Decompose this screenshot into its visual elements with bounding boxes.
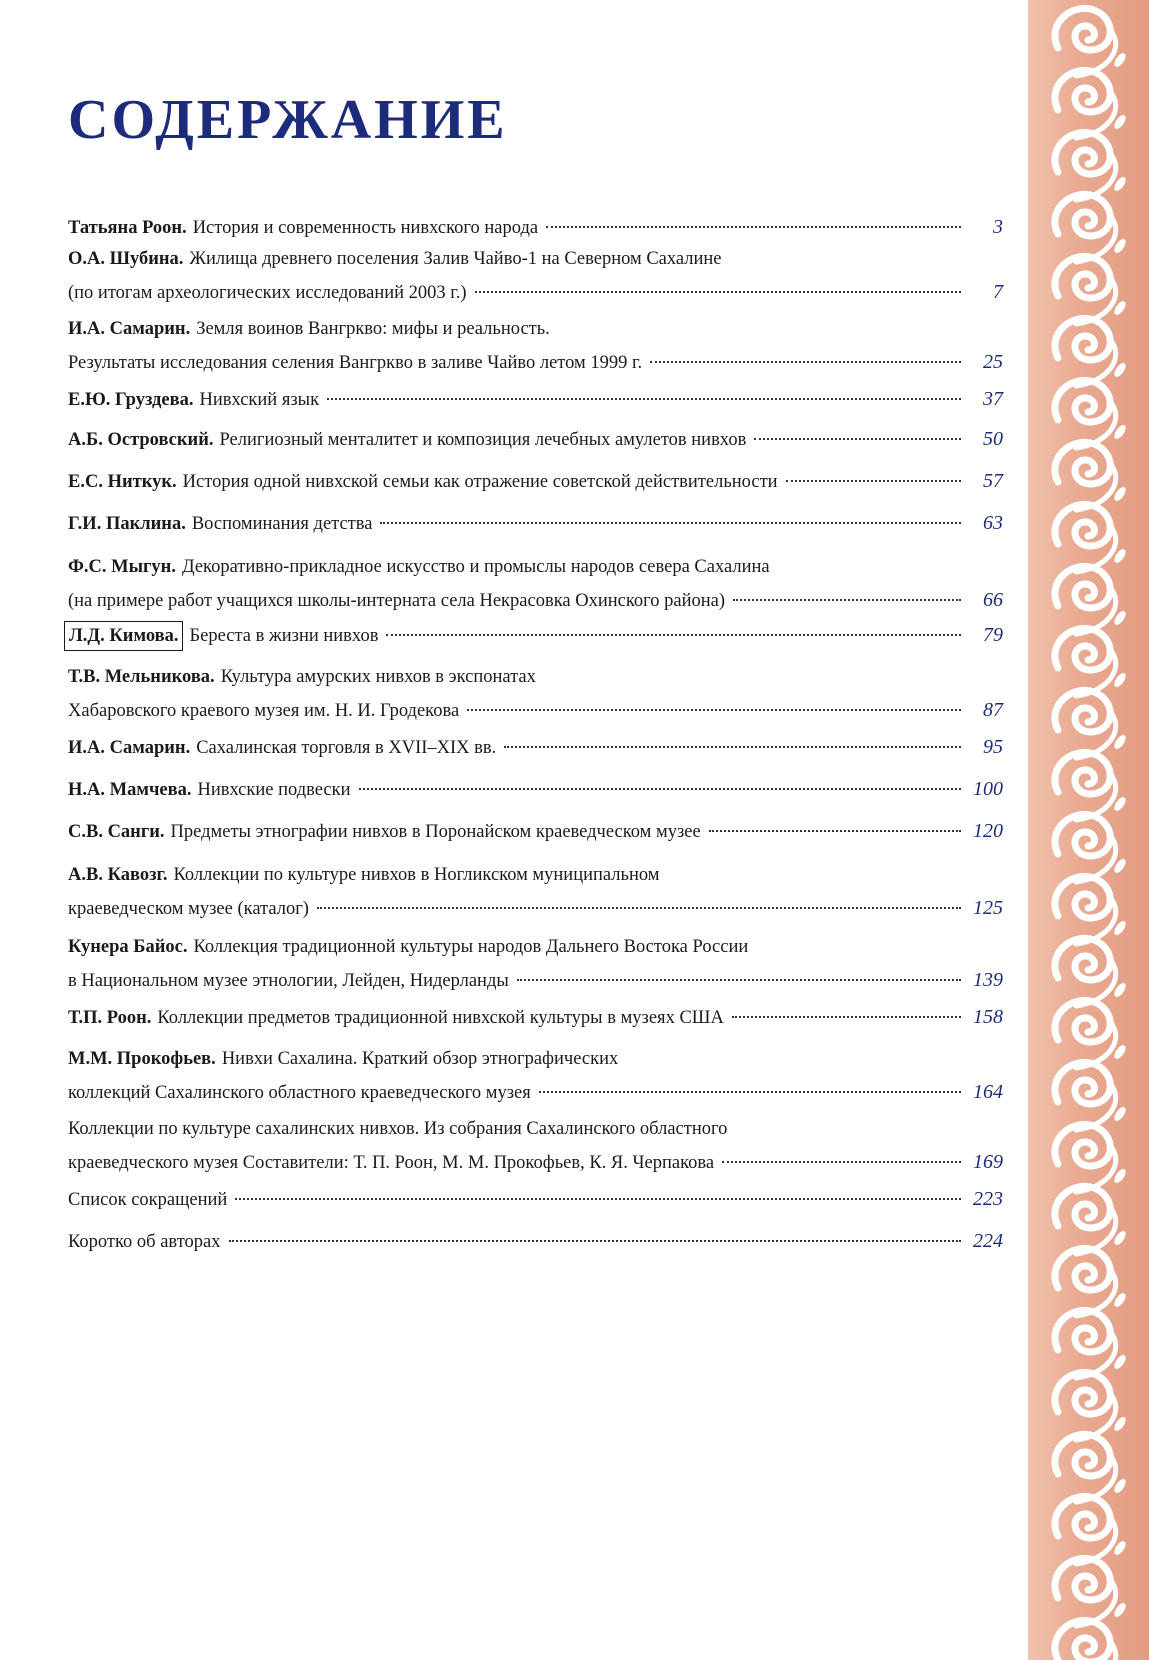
spiral-motif-icon (1055, 1062, 1128, 1130)
toc-title-text: Нивхские подвески (197, 780, 351, 800)
toc-entry-line (68, 663, 1003, 691)
spiral-motif-icon (1055, 1372, 1128, 1440)
spiral-motif-icon (1055, 318, 1128, 386)
toc-title-text: краеведческого музея Составители: Т. П. Роон, М. М. Прокофьев, К. Я. Черпакова (68, 1153, 715, 1173)
toc-entry-line (68, 861, 1003, 889)
dot-leader (359, 788, 961, 790)
toc-title-text: Коллекции по культуре сахалинских нивхов. Из собрания Сахалинского областного (68, 1119, 728, 1139)
toc-title-text: Береста в жизни нивхов (189, 626, 379, 646)
ornamental-border (1028, 0, 1149, 1660)
toc-entry-line (68, 1115, 1003, 1143)
toc-entry-line (68, 425, 1003, 454)
spiral-motif-icon (1055, 1000, 1128, 1068)
toc-title-text: История одной нивхской семьи как отражение советской действительности (182, 472, 778, 492)
spiral-motif-icon (1055, 566, 1128, 634)
toc-title-text: Коллекция традиционной культуры народов Дальнего Востока России (193, 937, 749, 957)
toc-entry-line (68, 245, 1003, 273)
spiral-motif-icon (1055, 1248, 1128, 1316)
toc-title-text: (на примере работ учащихся школы-интерната села Некрасовка Охинского района) (68, 591, 726, 611)
toc-author: Е.С. Ниткук. (68, 472, 177, 492)
toc-title-text: Нивхи Сахалина. Краткий обзор этнографических (221, 1049, 619, 1069)
toc-page-number[interactable]: 57 (983, 470, 1003, 492)
toc-author: Ф.С. Мыгун. (68, 557, 176, 577)
dot-leader (517, 979, 961, 981)
spiral-motif-icon (1055, 1434, 1128, 1502)
toc-title-text: Коротко об авторах (68, 1232, 221, 1252)
spiral-motif-icon (1055, 752, 1128, 820)
dot-leader (709, 830, 961, 832)
toc-author: Л.Д. Кимова. (64, 621, 183, 651)
spiral-motif-icon (1055, 1558, 1128, 1626)
toc-page-number[interactable]: 7 (993, 281, 1003, 303)
page-title: СОДЕРЖАНИЕ (68, 89, 508, 151)
toc-entry-line (68, 621, 1003, 651)
toc-entry-line (68, 696, 1003, 725)
dot-leader (327, 398, 961, 400)
spiral-motif-icon (1055, 1124, 1128, 1192)
toc-title-text: Предметы этнографии нивхов в Поронайском краеведческом музее (170, 822, 701, 842)
toc-title-text: краеведческом музее (каталог) (68, 899, 309, 919)
toc-author: Татьяна Роон. (68, 218, 187, 238)
spiral-motif-icon (1055, 70, 1128, 138)
toc-entry-line (68, 775, 1003, 804)
toc-title-text: Декоративно-прикладное искусство и промыслы народов севера Сахалина (181, 557, 770, 577)
toc-entry-line (68, 1045, 1003, 1073)
spiral-motif-icon (1055, 690, 1128, 758)
spiral-motif-icon (1055, 628, 1128, 696)
toc-author: И.А. Самарин. (68, 319, 191, 339)
toc-entry-line (68, 553, 1003, 581)
toc-title-text: (по итогам археологических исследований 2003 г.) (68, 283, 467, 303)
toc-entry-line (68, 1148, 1003, 1177)
toc-author: Т.В. Мельникова. (68, 667, 215, 687)
dot-leader (317, 907, 961, 909)
toc-author: Е.Ю. Груздева. (68, 390, 194, 410)
toc-page-number[interactable]: 125 (973, 897, 1003, 919)
toc-title-text: Земля воинов Вангркво: мифы и реальность. (196, 319, 550, 339)
dot-leader (386, 634, 961, 636)
spiral-motif-icon (1055, 8, 1128, 76)
toc-entry-line (68, 467, 1003, 496)
toc-entry-line (68, 348, 1003, 377)
toc-author: М.М. Прокофьев. (68, 1049, 216, 1069)
dot-leader (754, 438, 961, 440)
toc-entry-line (68, 933, 1003, 961)
spiral-motif-icon (1055, 814, 1128, 882)
toc-page-number[interactable]: 223 (973, 1188, 1003, 1210)
toc-author: Кунера Байос. (68, 937, 188, 957)
toc-entry-line (68, 1185, 1003, 1214)
toc-title-text: Хабаровского краевого музея им. Н. И. Гродекова (68, 701, 460, 721)
dot-leader (733, 599, 961, 601)
toc-title-text: Сахалинская торговля в XVII–XIX вв. (196, 738, 497, 758)
spiral-motif-icon (1055, 1310, 1128, 1378)
toc-title-text: коллекций Сахалинского областного краеведческого музея (68, 1083, 531, 1103)
toc-page-number[interactable]: 139 (973, 969, 1003, 991)
toc-author: А.В. Кавозг. (68, 865, 168, 885)
toc-entry-line (68, 894, 1003, 923)
dot-leader (732, 1016, 961, 1018)
toc-entry-line (68, 509, 1003, 538)
toc-title-text: Коллекции предметов традиционной нивхской культуры в музеях США (157, 1008, 724, 1028)
toc-author: Т.П. Роон. (68, 1008, 152, 1028)
toc-entry-line (68, 733, 1003, 762)
toc-title-text: Воспоминания детства (191, 514, 373, 534)
toc-title-text: Жилища древнего поселения Залив Чайво-1 на Северном Сахалине (189, 249, 722, 269)
dot-leader (786, 480, 961, 482)
toc-title-text: История и современность нивхского народа (192, 218, 539, 238)
toc-entry-line (68, 966, 1003, 995)
toc-page-number[interactable]: 87 (983, 699, 1003, 721)
toc-page-number[interactable]: 63 (983, 512, 1003, 534)
dot-leader (380, 522, 961, 524)
dot-leader (475, 291, 961, 293)
toc-title-text: Культура амурских нивхов в экспонатах (220, 667, 536, 687)
spiral-motif-icon (1055, 380, 1128, 448)
toc-entry-line (68, 1227, 1003, 1256)
toc-title-text: Результаты исследования селения Вангркво в заливе Чайво летом 1999 г. (68, 353, 643, 373)
dot-leader (229, 1240, 961, 1242)
toc-title-text: Нивхский язык (199, 390, 320, 410)
dot-leader (722, 1161, 961, 1163)
toc-entry-line (68, 315, 1003, 343)
toc-page-number[interactable]: 3 (993, 216, 1003, 238)
toc-entry-line (68, 213, 1003, 242)
spiral-motif-icon (1055, 876, 1128, 944)
toc-page-number[interactable]: 164 (973, 1081, 1003, 1103)
dot-leader (539, 1091, 961, 1093)
toc-page-number[interactable]: 224 (973, 1230, 1003, 1252)
toc-page-number[interactable]: 79 (983, 624, 1003, 646)
spiral-motif-icon (1055, 938, 1128, 1006)
toc-author: О.А. Шубина. (68, 249, 184, 269)
toc-entry-line (68, 817, 1003, 846)
toc-page-number[interactable]: 95 (983, 736, 1003, 758)
spiral-motif-icon (1055, 132, 1128, 200)
toc-page-number[interactable]: 169 (973, 1151, 1003, 1173)
toc-title-text: в Национальном музее этнологии, Лейден, Нидерланды (68, 971, 509, 991)
toc-page-number[interactable]: 37 (983, 388, 1003, 410)
toc-page-number[interactable]: 100 (973, 778, 1003, 800)
dot-leader (504, 746, 961, 748)
toc-title-text: Коллекции по культуре нивхов в Ногликском муниципальном (173, 865, 660, 885)
spiral-motif-icon (1055, 1620, 1128, 1660)
spiral-motif-icon (1055, 1496, 1128, 1564)
dot-leader (235, 1198, 961, 1200)
toc-author: Г.И. Паклина. (68, 514, 186, 534)
toc-entry-line (68, 278, 1003, 307)
toc-page-number[interactable]: 50 (983, 428, 1003, 450)
toc-page-number[interactable]: 25 (983, 351, 1003, 373)
toc-author: И.А. Самарин. (68, 738, 191, 758)
toc-entry-line (68, 1003, 1003, 1032)
toc-author: С.В. Санги. (68, 822, 165, 842)
toc-page-number[interactable]: 120 (973, 820, 1003, 842)
toc-entry-line (68, 385, 1003, 414)
dot-leader (546, 226, 961, 228)
dot-leader (467, 709, 961, 711)
toc-author: А.Б. Островский. (68, 430, 214, 450)
dot-leader (650, 361, 961, 363)
spiral-ornament-icon (1028, 0, 1149, 1660)
spiral-motif-icon (1055, 504, 1128, 572)
toc-author: Н.А. Мамчева. (68, 780, 192, 800)
toc-entry-line (68, 586, 1003, 615)
toc-title-text: Религиозный менталитет и композиция лечебных амулетов нивхов (219, 430, 747, 450)
toc-page-number[interactable]: 158 (973, 1006, 1003, 1028)
toc-page-number[interactable]: 66 (983, 589, 1003, 611)
spiral-motif-icon (1055, 442, 1128, 510)
spiral-motif-icon (1055, 256, 1128, 324)
spiral-motif-icon (1055, 194, 1128, 262)
toc-entry-line (68, 1078, 1003, 1107)
toc-title-text: Список сокращений (68, 1190, 228, 1210)
spiral-motif-icon (1055, 1186, 1128, 1254)
